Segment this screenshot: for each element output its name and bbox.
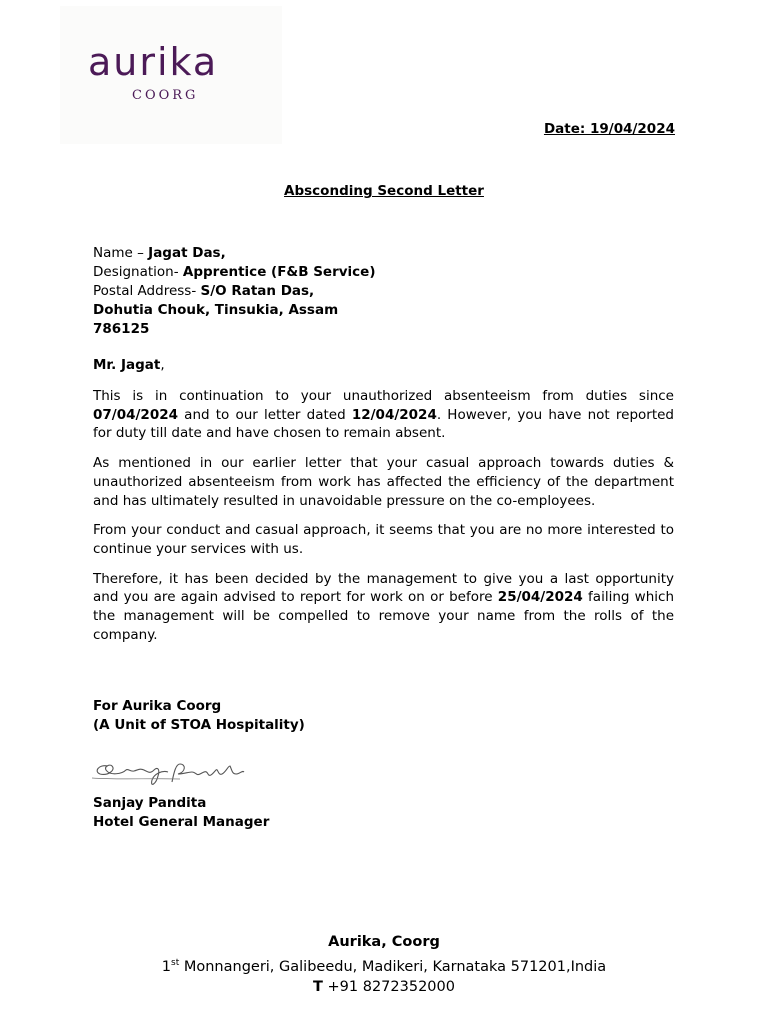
p4-text-a: Therefore, it has been decided by the management to give you a last opportunity and you are again advised to report for work on or before <box>93 570 674 606</box>
salutation-suffix: , <box>160 357 165 373</box>
postal-line-3 <box>93 320 376 339</box>
postal-line3: 786125 <box>93 321 150 337</box>
signoff-line-2: (A Unit of STOA Hospitality) <box>93 717 305 733</box>
postal-line-2 <box>93 301 376 320</box>
letter-date: Date: 19/04/2024 <box>543 121 675 137</box>
letter-footer <box>0 932 768 997</box>
name-label: Name – <box>93 245 149 261</box>
p1-date-letter: 12/04/2024 <box>351 406 437 423</box>
logo <box>60 6 282 144</box>
designation-line <box>93 263 376 282</box>
name-value: Jagat Das, <box>148 245 226 261</box>
p4-deadline-date: 25/04/2024 <box>497 589 583 606</box>
p1-text-b: and to our letter dated <box>178 406 352 423</box>
company-signoff <box>93 697 305 735</box>
p1-text-a: This is in continuation to your unauthorized absenteeism from duties since <box>93 388 674 404</box>
footer-phone-label: T <box>313 978 323 995</box>
signature-image <box>90 752 255 790</box>
letter-body <box>93 387 674 655</box>
paragraph-3: From your conduct and casual approach, it seems that you are no more interested to continue your services with us. <box>93 522 674 557</box>
p1-text-c: . However, you have not reported for duty till date and have chosen to remain absent. <box>93 406 674 442</box>
paragraph-2: As mentioned in our earlier letter that your casual approach towards duties & unauthorized absenteeism from work has affected the efficiency of the department and has ultimately resulted in unavoidable pressure on the co-employees. <box>93 455 674 509</box>
salutation <box>93 356 165 375</box>
p4-text-b: failing which the management will be compelled to remove your name from the rolls of the company. <box>93 589 675 643</box>
designation-value: Apprentice (F&B Service) <box>182 264 376 280</box>
footer-address-suffix: st <box>171 957 180 968</box>
postal-label: Postal Address- <box>93 283 201 299</box>
postal-line2: Dohutia Chouk, Tinsukia, Assam <box>93 302 339 318</box>
designation-label: Designation- <box>93 264 183 280</box>
footer-phone <box>0 977 768 998</box>
signoff-line-1: For Aurika Coorg <box>93 698 222 714</box>
logo-subtitle: COORG <box>132 88 199 103</box>
p1-date-absent: 07/04/2024 <box>93 406 179 423</box>
footer-address-number: 1 <box>161 958 172 975</box>
paragraph-4 <box>93 570 674 645</box>
logo-wordmark: aurika <box>88 40 219 84</box>
footer-phone-number: +91 8272352000 <box>322 978 455 995</box>
letter-subject: Absconding Second Letter <box>284 183 484 199</box>
footer-company-name: Aurika, Coorg <box>328 934 440 950</box>
addressee-block <box>93 244 376 339</box>
postal-line <box>93 282 376 301</box>
salutation-name: Mr. Jagat <box>93 357 161 373</box>
signer-block <box>93 794 269 832</box>
footer-address <box>0 953 768 977</box>
footer-address-text: Monnangeri, Galibeedu, Madikeri, Karnataka 571201,India <box>179 958 607 975</box>
name-line <box>93 244 376 263</box>
paragraph-1 <box>93 387 674 443</box>
signer-title: Hotel General Manager <box>93 814 270 830</box>
postal-line1: S/O Ratan Das, <box>200 283 315 299</box>
signer-name: Sanjay Pandita <box>93 795 207 811</box>
